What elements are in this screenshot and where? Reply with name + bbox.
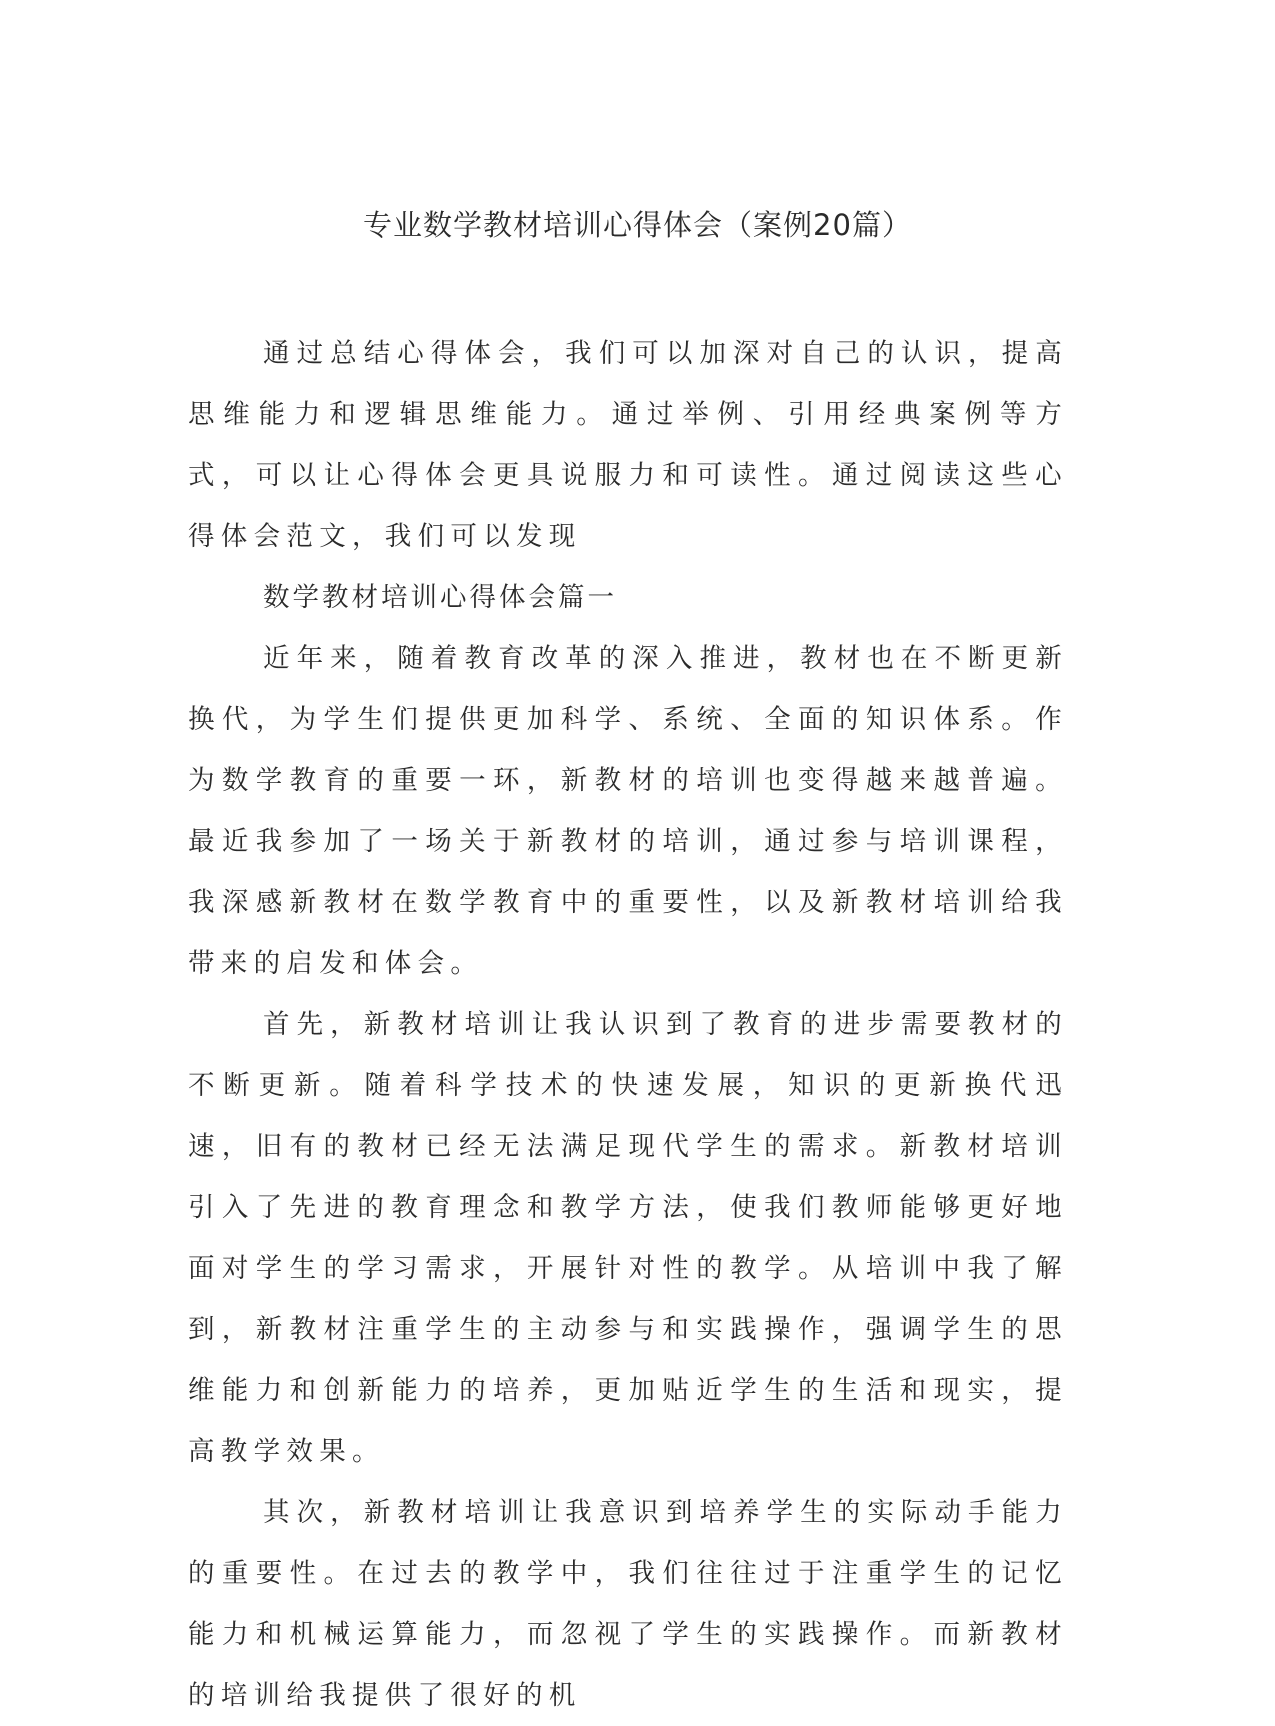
document-title: 专业数学教材培训心得体会（案例20篇） (363, 208, 912, 242)
body-paragraph: 其次，新教材培训让我意识到培养学生的实际动手能力的重要性。在过去的教学中，我们往往过于注重学生的记忆能力和机械运算能力，而忽视了学生的实践操作。而新教材的培训给我提供了很好的机 (188, 1497, 1068, 1711)
section-heading: 数学教材培训心得体会篇一 (263, 582, 617, 613)
body-paragraph: 首先，新教材培训让我认识到了教育的进步需要教材的不断更新。随着科学技术的快速发展，知识的更新换代迅速，旧有的教材已经无法满足现代学生的需求。新教材培训引入了先进的教育理念和教学方法，使我们教师能够更好地面对学生的学习需求，开展针对性的教学。从培训中我了解到，新教材注重学生的主动参与和实践操作，强调学生的思维能力和创新能力的培养，更加贴近学生的生活和现实，提高教学效果。 (188, 1009, 1068, 1467)
document-body (188, 323, 1068, 1726)
body-paragraph: 近年来，随着教育改革的深入推进，教材也在不断更新换代，为学生们提供更加科学、系统、全面的知识体系。作为数学教育的重要一环，新教材的培训也变得越来越普遍。最近我参加了一场关于新教材的培训，通过参与培训课程，我深感新教材在数学教育中的重要性，以及新教材培训给我带来的启发和体会。 (188, 643, 1068, 979)
intro-paragraph: 通过总结心得体会，我们可以加深对自己的认识，提高思维能力和逻辑思维能力。通过举例、引用经典案例等方式，可以让心得体会更具说服力和可读性。通过阅读这些心得体会范文，我们可以发现 (188, 338, 1068, 552)
